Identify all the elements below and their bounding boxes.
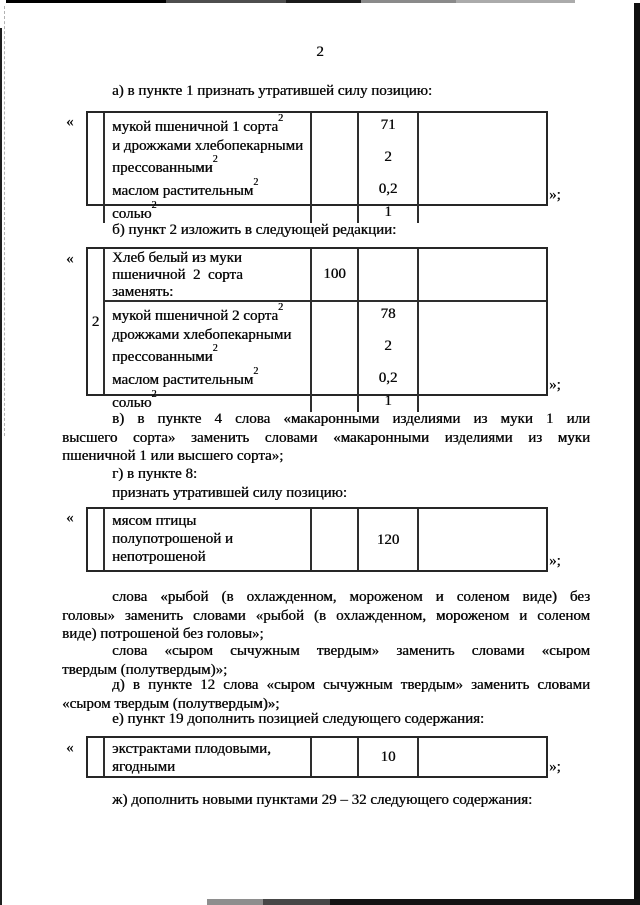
product-text: заменять: (112, 284, 174, 300)
table-cell-product (103, 509, 310, 570)
paragraph-d (62, 676, 590, 713)
table-cell-product (105, 325, 310, 366)
product-text: мукой пшеничной 2 сорта (112, 308, 279, 324)
table-row (88, 738, 546, 776)
table-row (88, 113, 546, 136)
text-line: г) в пункте 8: (112, 466, 198, 482)
open-quote-mark: « (66, 251, 74, 267)
table-cell-number (88, 177, 103, 200)
product-text: прессованными (112, 160, 213, 176)
product-text: пшеничной 2 сорта (112, 267, 243, 283)
amendment-table-4 (86, 736, 548, 778)
paragraph-cheese (62, 642, 590, 679)
table-cell-number (88, 738, 103, 776)
product-text: мясом птицы (112, 513, 197, 529)
value-text: 10 (380, 749, 396, 765)
amendment-table-2 (86, 247, 548, 411)
text-line: е) пункт 19 дополнить позицией следующего содержания: (112, 711, 485, 727)
table-cell-empty (417, 113, 546, 136)
value-text: 78 (380, 305, 396, 322)
table-cell-value (357, 389, 417, 412)
product-text: солью (112, 395, 152, 411)
text-line: головы» заменить словами «рыбой (в охлажденном, мороженом и соленом (62, 607, 590, 624)
footnote-marker: 2 (253, 366, 259, 377)
paragraph-zh (62, 791, 590, 810)
text-line: б) пункт 2 изложить в следующей редакции: (112, 222, 397, 238)
table-cell-empty (310, 738, 357, 776)
paragraph-a (62, 82, 590, 101)
scan-edge-left (0, 28, 2, 905)
value-text: 71 (380, 116, 396, 133)
product-text: ягодными (112, 759, 176, 775)
footnote-marker: 2 (278, 302, 284, 313)
text-line: «сыром твердым (полутвердым)»; (62, 695, 280, 712)
table-cell-product (103, 200, 310, 223)
table-row (88, 200, 546, 223)
close-quote-mark: »; (549, 553, 561, 569)
value-text: 0,2 (378, 180, 398, 197)
footnote-marker: 2 (278, 113, 284, 124)
table-row (105, 389, 546, 412)
table-cell-number (88, 136, 103, 177)
table-cell-value (357, 302, 417, 325)
value-text: 2 (384, 337, 392, 354)
table-cell-empty (417, 136, 546, 177)
footnote-marker: 2 (151, 389, 157, 400)
table-cell-empty (357, 249, 417, 300)
paragraph-b (62, 221, 590, 240)
paragraph-v (62, 410, 590, 466)
table-cell-value (357, 738, 417, 776)
text-line: пшеничной 1 или высшего сорта»; (62, 448, 284, 465)
close-quote-mark: »; (549, 377, 561, 393)
table-right-section (105, 249, 546, 411)
paragraph-fish (62, 588, 590, 644)
value-text: 1 (384, 392, 392, 409)
table-cell-empty (310, 136, 357, 177)
table-cell-value (357, 136, 417, 177)
table-cell-empty (417, 177, 546, 200)
close-quote-mark: »; (549, 187, 561, 203)
text-line: слова «сыром сычужным твердым» заменить словами «сыром (112, 643, 590, 659)
table-row (88, 136, 546, 177)
text-line: д) в пункте 12 слова «сыром сычужным твердым» заменить словами (112, 677, 590, 693)
product-text: Хлеб белый из муки (112, 250, 242, 266)
paragraph-e (62, 710, 590, 729)
table-row (105, 302, 546, 325)
product-text: прессованными (112, 349, 213, 365)
product-text: дрожжами хлебопекарными (112, 327, 292, 343)
table-cell-empty (417, 325, 546, 366)
value-text: 2 (384, 148, 392, 165)
table-cell-product (103, 177, 310, 200)
scan-edge-right (634, 3, 640, 905)
text-line: а) в пункте 1 признать утратившей силу позицию: (112, 83, 433, 99)
table-cell-empty (417, 738, 546, 776)
text-line: ж) дополнить новыми пунктами 29 – 32 следующего содержания: (112, 792, 533, 808)
product-text: экстрактами плодовыми, (112, 741, 271, 757)
table-cell-empty (310, 366, 357, 389)
table-cell-product (103, 738, 310, 776)
table-header-row (105, 249, 546, 302)
table-cell-empty (417, 366, 546, 389)
value-text: 0,2 (378, 369, 398, 386)
footnote-marker: 2 (212, 154, 218, 165)
product-text: маслом растительным (112, 372, 254, 388)
product-text: маслом растительным (112, 183, 254, 199)
table-cell-value (357, 509, 417, 570)
table-cell-empty (310, 325, 357, 366)
table-cell-value (357, 366, 417, 389)
table-cell-product (105, 366, 310, 389)
table-row (88, 177, 546, 200)
table-cell-empty (310, 509, 357, 570)
scan-edge-top (6, 0, 575, 3)
product-text: солью (112, 206, 152, 222)
product-text: мукой пшеничной 1 сорта (112, 119, 279, 135)
open-quote-mark: « (66, 114, 74, 130)
table-cell-empty (417, 389, 546, 412)
paragraph-g (62, 465, 590, 502)
footnote-marker: 2 (212, 343, 218, 354)
text-line: признать утратившей силу позицию: (112, 484, 347, 501)
next-table-top-edge (207, 899, 640, 905)
text-line: твердым (полутвердым)»; (62, 661, 228, 678)
table-cell-number (88, 509, 103, 570)
table-cell-value (357, 200, 417, 223)
table-cell-row-number (88, 249, 105, 394)
table-cell-value (357, 325, 417, 366)
table-cell-empty (310, 177, 357, 200)
table-cell-product (105, 249, 310, 300)
value-text: 120 (376, 531, 400, 548)
table-cell-number (88, 200, 103, 223)
table-cell-empty (310, 200, 357, 223)
value-text: 100 (323, 266, 346, 282)
product-text: полупотрошеной и (112, 531, 233, 547)
table-cell-value (310, 249, 357, 300)
text-line: в) в пункте 4 слова «макаронными изделиями из муки 1 или (112, 411, 590, 427)
amendment-table-1 (86, 111, 548, 222)
table-cell-product (103, 136, 310, 177)
table-row (88, 509, 546, 570)
table-cell-number (88, 113, 103, 136)
product-text: непотрошеной (112, 549, 206, 565)
table-cell-empty (310, 302, 357, 325)
table-row (105, 366, 546, 389)
value-text: 1 (384, 203, 392, 220)
page-number: 2 (316, 44, 324, 60)
product-text: и дрожжами хлебопекарными (112, 138, 303, 154)
scan-artifact-dashed-line (4, 6, 5, 436)
amendment-table-3 (86, 507, 548, 572)
table-cell-product (105, 389, 310, 412)
open-quote-mark: « (66, 510, 74, 526)
table-cell-empty (417, 509, 546, 570)
close-quote-mark: »; (549, 759, 561, 775)
table-cell-empty (310, 113, 357, 136)
text-line: слова «рыбой (в охлажденном, мороженом и соленом виде) без (112, 589, 590, 605)
table-cell-empty (310, 389, 357, 412)
text-line: виде) потрошеной без головы»; (62, 626, 264, 643)
row-number-text: 2 (91, 313, 100, 330)
table-row (105, 325, 546, 366)
table-cell-empty (417, 249, 546, 300)
text-line: высшего сорта» заменить словами «макаронными изделиями из муки (62, 429, 590, 446)
table-cell-empty (417, 200, 546, 223)
table-cell-empty (417, 302, 546, 325)
table-cell-product (103, 113, 310, 136)
table-cell-value (357, 177, 417, 200)
footnote-marker: 2 (151, 200, 157, 211)
footnote-marker: 2 (253, 177, 259, 188)
open-quote-mark: « (66, 740, 74, 756)
table-cell-product (105, 302, 310, 325)
table-cell-value (357, 113, 417, 136)
